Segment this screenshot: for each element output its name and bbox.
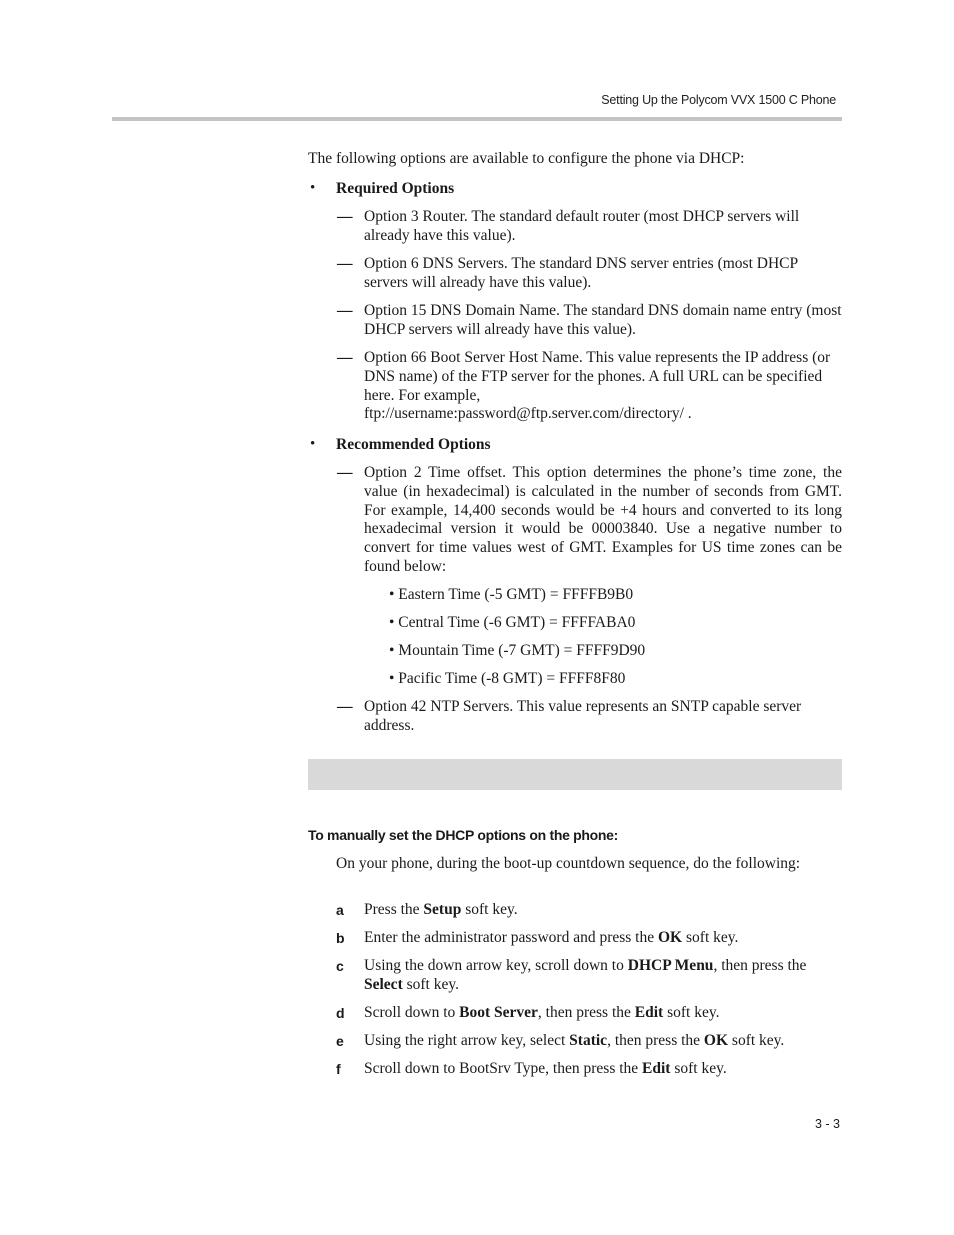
time-zone-pacific: • Pacific Time (-8 GMT) = FFFF8F80 [389, 670, 626, 687]
option-2-time-offset: Option 2 Time offset. This option determines the phone’s time zone, the value (in hexadecimal) is calculated in the number of seconds from GMT. For example, 14,400 seconds would be +4 hours and converted to its long hexadecimal version it would be 00003840. Use a negative number to convert for time values west of GMT. Examples for US time zones can be found below: [364, 464, 842, 575]
header-rule [112, 117, 842, 121]
option-3-router: Option 3 Router. The standard default router (most DHCP servers will already have this value). [364, 208, 800, 244]
dash-marker: — [337, 302, 353, 319]
option-42-ntp-servers: Option 42 NTP Servers. This value represents an SNTP capable server address. [364, 698, 802, 734]
option-6-dns-servers: Option 6 DNS Servers. The standard DNS server entries (most DHCP servers will already have this value). [364, 255, 798, 291]
intro-paragraph: The following options are available to configure the phone via DHCP: [308, 150, 745, 167]
step-letter-f: f [336, 1061, 341, 1077]
time-zone-eastern: • Eastern Time (-5 GMT) = FFFFB9B0 [389, 586, 634, 603]
step-a: Press the Setup soft key. [364, 901, 518, 918]
page-number: 3 - 3 [814, 1117, 840, 1131]
ftp-url-example: ftp://username:password@ftp.server.com/directory/ . [364, 405, 692, 423]
recommended-options-title: Recommended Options [336, 436, 491, 453]
step-letter-e: e [336, 1033, 344, 1049]
time-zone-mountain: • Mountain Time (-7 GMT) = FFFF9D90 [389, 642, 646, 659]
step-d: Scroll down to Boot Server, then press the Edit soft key. [364, 1004, 720, 1021]
bullet-required: • [310, 180, 316, 196]
step-e: Using the right arrow key, select Static, then press the OK soft key. [364, 1032, 785, 1049]
procedure-heading: To manually set the DHCP options on the phone: [308, 827, 619, 843]
step-letter-c: c [336, 958, 344, 974]
time-zone-central: • Central Time (-6 GMT) = FFFFABA0 [389, 614, 636, 631]
running-header: Setting Up the Polycom VVX 1500 C Phone [601, 93, 836, 107]
dash-marker: — [337, 255, 353, 272]
step-letter-b: b [336, 930, 345, 946]
dash-marker: — [337, 349, 353, 366]
required-options-title: Required Options [336, 180, 455, 197]
step-c: Using the down arrow key, scroll down to DHCP Menu, then press the Select soft key. [364, 957, 807, 993]
option-66-text: Option 66 Boot Server Host Name. This value represents the IP address (or DNS name) of the FTP server for the phones. A full URL can be specified here. For example, [364, 349, 831, 404]
dash-marker: — [337, 464, 353, 481]
dash-marker: — [337, 698, 353, 715]
step-b: Enter the administrator password and press the OK soft key. [364, 929, 739, 946]
step-letter-d: d [336, 1005, 345, 1021]
note-box [308, 759, 842, 790]
bullet-recommended: • [310, 436, 316, 452]
option-66-boot-server [364, 349, 842, 424]
option-15-dns-domain: Option 15 DNS Domain Name. The standard DNS domain name entry (most DHCP servers will already have this value). [364, 302, 842, 338]
step-f: Scroll down to BootSrv Type, then press the Edit soft key. [364, 1060, 727, 1077]
dash-marker: — [337, 208, 353, 225]
procedure-lead: On your phone, during the boot-up countdown sequence, do the following: [336, 855, 801, 872]
step-letter-a: a [336, 902, 344, 918]
